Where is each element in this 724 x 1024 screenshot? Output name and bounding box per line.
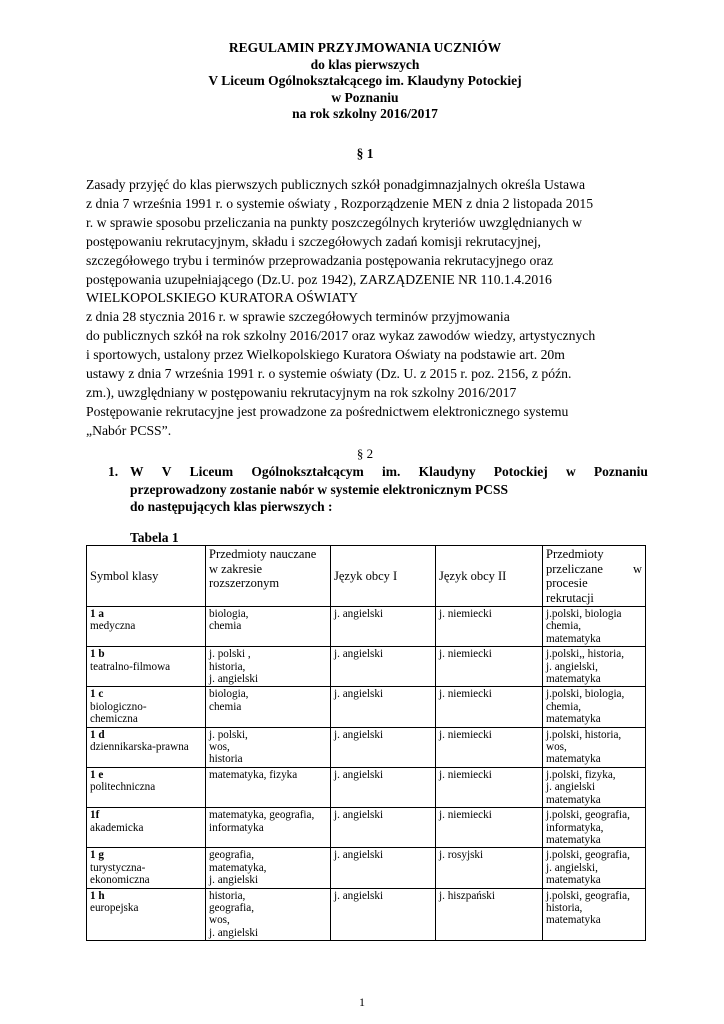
cell-recruit bbox=[543, 607, 646, 647]
table-row bbox=[87, 647, 646, 687]
cell-extended bbox=[206, 808, 331, 848]
paragraph-line: i sportowych, ustalony przez Wielkopolskiego Kuratora Oświaty na podstawie art. 20m bbox=[86, 347, 565, 363]
extended-subject: matematyka, geografia, bbox=[209, 809, 315, 822]
paragraph-line: WIELKOPOLSKIEGO KURATORA OŚWIATY bbox=[86, 290, 358, 306]
cell-lang2: j. niemiecki bbox=[436, 647, 543, 687]
cell-recruit bbox=[543, 727, 646, 767]
header-recruit-line bbox=[546, 562, 642, 577]
recruit-subject: historia, bbox=[546, 901, 583, 914]
paragraph-line: z dnia 7 września 1991 r. o systemie oświaty , Rozporządzenie MEN z dnia 2 listopada 2015 bbox=[86, 195, 594, 211]
class-code: 1 h bbox=[90, 889, 105, 902]
header-recruit-line: Przedmioty bbox=[546, 547, 604, 561]
extended-subject: j. angielski bbox=[209, 673, 259, 686]
cell-lang1: j. angielski bbox=[331, 888, 436, 941]
item-line-2: przeprowadzony zostanie nabór w systemie elektronicznym PCSS bbox=[130, 481, 508, 497]
cell-lang1: j. angielski bbox=[331, 767, 436, 807]
header-extended-line: Przedmioty nauczane bbox=[209, 547, 317, 561]
header-recruit-word: w bbox=[632, 561, 642, 576]
paragraph-line: szczegółowego trybu i terminów przeprowadzania postępowania rekrutacyjnego oraz bbox=[86, 252, 554, 268]
extended-subject: biologia, bbox=[209, 608, 249, 620]
extended-subject: historia, bbox=[209, 660, 246, 673]
cell-extended bbox=[206, 647, 331, 687]
cell-recruit bbox=[543, 767, 646, 807]
paragraph-line: Postępowanie rekrutacyjne jest prowadzone za pośrednictwem elektronicznego systemu bbox=[86, 403, 569, 419]
table-row bbox=[87, 727, 646, 767]
recruit-subject: matematyka bbox=[546, 914, 601, 927]
cell-extended bbox=[206, 888, 331, 941]
cell-lang2: j. hiszpański bbox=[436, 888, 543, 941]
item-line-3: do następujących klas pierwszych : bbox=[130, 499, 333, 514]
header-extended bbox=[206, 546, 331, 607]
recruit-subject: matematyka bbox=[546, 673, 601, 686]
recruit-subject: matematyka bbox=[546, 833, 601, 846]
class-name: teatralno-filmowa bbox=[90, 660, 171, 673]
header-recruit bbox=[543, 546, 646, 607]
title-line: do klas pierwszych bbox=[310, 56, 420, 72]
item-word: im. bbox=[382, 464, 401, 479]
table-caption: Tabela 1 bbox=[130, 530, 179, 545]
paragraph-line: r. w sprawie sposobu przeliczania na punkty poszczególnych kryteriów uwzględnianych w bbox=[86, 214, 583, 230]
class-name: akademicka bbox=[90, 821, 144, 834]
title-line: REGULAMIN PRZYJMOWANIA UCZNIÓW bbox=[228, 40, 502, 55]
cell-extended bbox=[206, 848, 331, 888]
section-1-sign: § 1 bbox=[356, 146, 374, 161]
recruit-subject: chemia, bbox=[546, 620, 582, 633]
cell-lang1: j. angielski bbox=[331, 848, 436, 888]
paragraph-line: postępowania uzupełniającego (Dz.U. poz 1942), ZARZĄDZENIE NR 110.1.4.2016 bbox=[86, 271, 552, 287]
classes-table bbox=[86, 545, 646, 941]
class-code: 1 e bbox=[90, 768, 104, 781]
item-word: Klaudyny bbox=[418, 464, 476, 479]
recruit-subject: j.polski, biologia, bbox=[546, 688, 625, 701]
cell-lang1: j. angielski bbox=[331, 727, 436, 767]
cell-extended bbox=[206, 767, 331, 807]
class-name: dziennikarska-prawna bbox=[90, 741, 189, 754]
class-code: 1 a bbox=[90, 608, 104, 620]
extended-subject: informatyka bbox=[209, 821, 264, 834]
paragraph-line: postępowaniu rekrutacyjnym, składu i szczegółowych zadań komisji rekrutacyjnej, bbox=[86, 233, 541, 249]
document-title bbox=[100, 40, 630, 123]
title-line: V Liceum Ogólnokształcącego im. Klaudyny Potockiej bbox=[208, 73, 522, 88]
recruit-subject: wos, bbox=[546, 741, 567, 754]
extended-subject: chemia bbox=[209, 700, 242, 713]
table-row bbox=[87, 687, 646, 727]
paragraph-line: zm.), uwzględniany w postępowaniu rekrutacyjnym na rok szkolny 2016/2017 bbox=[86, 384, 517, 400]
item-word: W bbox=[130, 464, 144, 479]
cell-extended bbox=[206, 727, 331, 767]
recruit-subject: j.polski, geografia, bbox=[546, 889, 630, 902]
table-row bbox=[87, 808, 646, 848]
class-code: 1f bbox=[90, 809, 100, 822]
header-recruit-line: rekrutacji bbox=[546, 590, 594, 605]
extended-subject: j. polski, bbox=[209, 728, 248, 741]
item-number: 1. bbox=[108, 464, 119, 479]
cell-symbol bbox=[87, 607, 206, 647]
header-lang2: Język obcy II bbox=[436, 546, 543, 607]
paragraph-line: „Nabór PCSS”. bbox=[86, 422, 172, 438]
cell-symbol bbox=[87, 687, 206, 727]
cell-recruit bbox=[543, 687, 646, 727]
recruit-subject: j.polski, fizyka, bbox=[546, 768, 616, 781]
table-row bbox=[87, 767, 646, 807]
item-word: w bbox=[565, 464, 576, 479]
item-line-1 bbox=[130, 463, 648, 481]
recruit-subject: j.polski, geografia, bbox=[546, 849, 630, 862]
item-word: Poznaniu bbox=[593, 464, 648, 479]
cell-recruit bbox=[543, 848, 646, 888]
recruit-subject: j.polski,, historia, bbox=[546, 648, 625, 661]
table-header-row bbox=[87, 546, 646, 607]
cell-symbol bbox=[87, 727, 206, 767]
class-name: turystyczna- bbox=[90, 861, 146, 874]
extended-subject: historia, bbox=[209, 889, 246, 902]
cell-lang2: j. niemiecki bbox=[436, 767, 543, 807]
cell-symbol bbox=[87, 808, 206, 848]
recruit-subject: matematyka bbox=[546, 874, 601, 887]
recruit-subject: matematyka bbox=[546, 713, 601, 726]
recruit-subject: matematyka bbox=[546, 793, 601, 806]
recruit-subject: chemia, bbox=[546, 700, 582, 713]
header-recruit-line: procesie bbox=[546, 576, 588, 590]
title-line: na rok szkolny 2016/2017 bbox=[292, 106, 438, 121]
cell-extended bbox=[206, 607, 331, 647]
class-code: 1 g bbox=[90, 849, 104, 862]
cell-extended bbox=[206, 687, 331, 727]
recruit-subject: j.polski, historia, bbox=[546, 728, 622, 741]
header-recruit-word: przeliczane bbox=[546, 561, 603, 576]
title-line: w Poznaniu bbox=[331, 89, 399, 105]
page-number: 1 bbox=[359, 995, 365, 1009]
recruit-subject: informatyka, bbox=[546, 821, 604, 834]
header-lang1: Język obcy I bbox=[331, 546, 436, 607]
paragraph-line: ustawy z dnia 7 września 1991 r. o systemie oświaty (Dz. U. z 2015 r. poz. 2156, z późn. bbox=[86, 366, 572, 382]
cell-symbol bbox=[87, 767, 206, 807]
cell-symbol bbox=[87, 848, 206, 888]
extended-subject: geografia, bbox=[209, 849, 255, 862]
recruit-subject: j.polski, biologia bbox=[546, 608, 622, 620]
extended-subject: j. angielski bbox=[209, 926, 259, 939]
extended-subject: matematyka, fizyka bbox=[209, 768, 298, 781]
cell-recruit bbox=[543, 647, 646, 687]
item-word: Liceum bbox=[189, 464, 234, 479]
class-name: biologiczno- bbox=[90, 700, 147, 713]
recruit-subject: j.polski, geografia, bbox=[546, 809, 630, 822]
extended-subject: j. angielski bbox=[209, 874, 259, 887]
table-row bbox=[87, 888, 646, 941]
class-code: 1 c bbox=[90, 688, 104, 701]
cell-recruit bbox=[543, 888, 646, 941]
class-name: europejska bbox=[90, 901, 139, 914]
class-name: medyczna bbox=[90, 620, 136, 633]
cell-lang1: j. angielski bbox=[331, 808, 436, 848]
cell-recruit bbox=[543, 808, 646, 848]
header-extended-line: w zakresie bbox=[209, 561, 263, 576]
cell-lang1: j. angielski bbox=[331, 607, 436, 647]
cell-lang2: j. niemiecki bbox=[436, 607, 543, 647]
recruit-subject: matematyka bbox=[546, 753, 601, 766]
cell-lang1: j. angielski bbox=[331, 647, 436, 687]
extended-subject: wos, bbox=[209, 741, 230, 754]
class-name: chemiczna bbox=[90, 713, 138, 726]
extended-subject: matematyka, bbox=[209, 861, 267, 874]
paragraph-line: z dnia 28 stycznia 2016 r. w sprawie szczegółowych terminów przyjmowania bbox=[86, 309, 510, 325]
section-1-paragraph bbox=[86, 176, 646, 441]
recruit-subject: j. angielski bbox=[546, 781, 596, 794]
recruit-subject: j. angielski, bbox=[546, 861, 598, 874]
section-2-sign: § 2 bbox=[356, 446, 374, 461]
item-word: V bbox=[161, 464, 172, 479]
table-row bbox=[87, 607, 646, 647]
class-name: ekonomiczna bbox=[90, 874, 150, 887]
class-code: 1 b bbox=[90, 648, 105, 661]
cell-lang2: j. niemiecki bbox=[436, 687, 543, 727]
recruit-subject: matematyka bbox=[546, 632, 601, 645]
item-word: Potockiej bbox=[493, 464, 548, 479]
cell-symbol bbox=[87, 888, 206, 941]
recruit-subject: j. angielski, bbox=[546, 660, 598, 673]
header-symbol: Symbol klasy bbox=[87, 546, 206, 607]
paragraph-line: Zasady przyjęć do klas pierwszych publicznych szkół ponadgimnazjalnych określa Ustawa bbox=[86, 177, 586, 192]
class-code: 1 d bbox=[90, 728, 105, 741]
table-row bbox=[87, 848, 646, 888]
extended-subject: biologia, bbox=[209, 688, 249, 701]
cell-lang1: j. angielski bbox=[331, 687, 436, 727]
cell-lang2: j. rosyjski bbox=[436, 848, 543, 888]
cell-symbol bbox=[87, 647, 206, 687]
header-extended-line: rozszerzonym bbox=[209, 576, 280, 590]
extended-subject: historia bbox=[209, 753, 243, 766]
extended-subject: j. polski , bbox=[209, 648, 251, 661]
item-word: Ogólnokształcącym bbox=[251, 464, 364, 479]
paragraph-line: do publicznych szkół na rok szkolny 2016/2017 oraz wykaz zawodów wiedzy, artystycznych bbox=[86, 328, 596, 344]
cell-lang2: j. niemiecki bbox=[436, 727, 543, 767]
class-name: politechniczna bbox=[90, 781, 156, 794]
extended-subject: wos, bbox=[209, 914, 230, 927]
extended-subject: chemia bbox=[209, 620, 242, 633]
extended-subject: geografia, bbox=[209, 901, 255, 914]
cell-lang2: j. niemiecki bbox=[436, 808, 543, 848]
